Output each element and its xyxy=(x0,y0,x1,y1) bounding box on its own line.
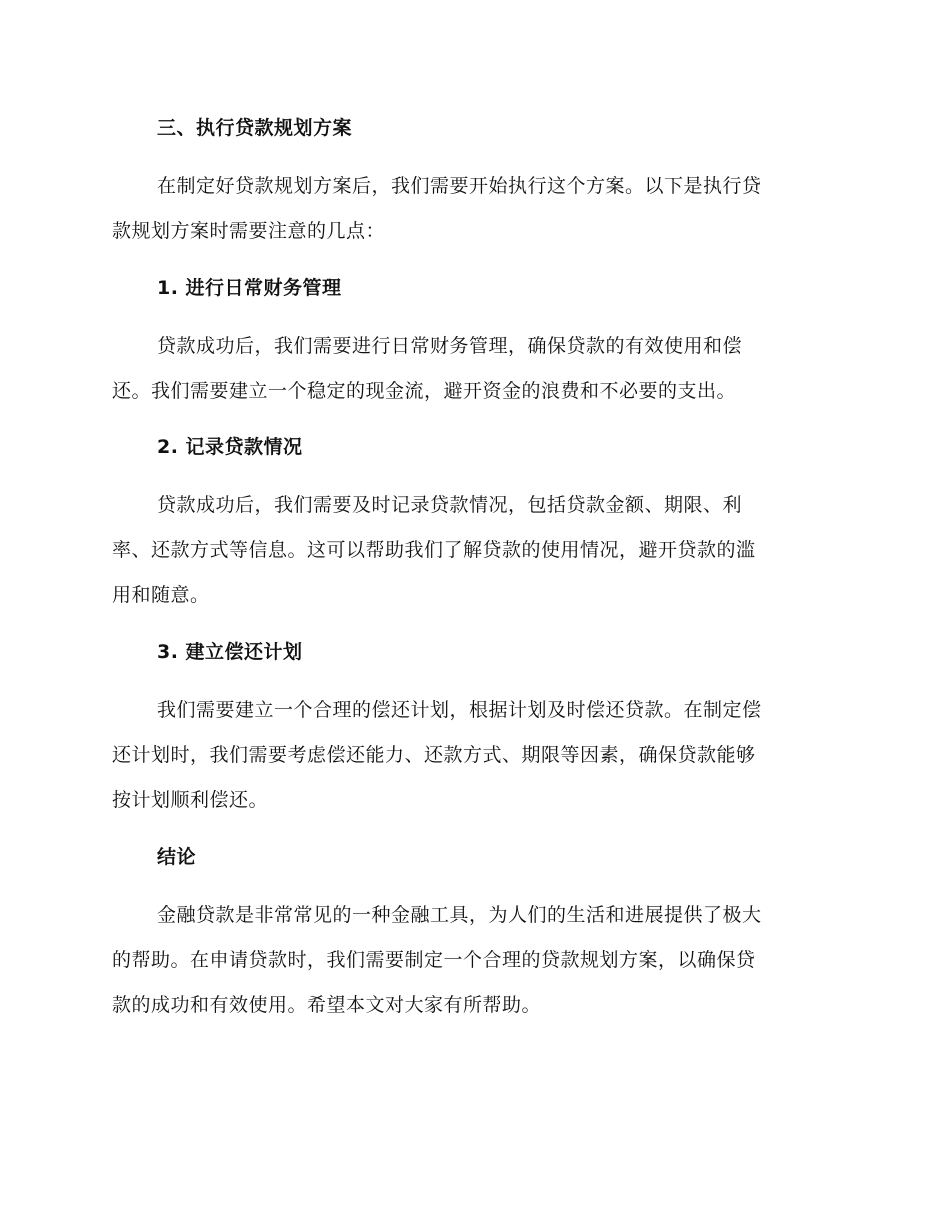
paragraph-line: 的帮助。在申请贷款时，我们需要制定一个合理的贷款规划方案，以确保贷 xyxy=(112,949,756,971)
paragraph-line: 贷款成功后，我们需要及时记录贷款情况，包括贷款金额、期限、利 xyxy=(157,494,743,516)
intro-paragraph xyxy=(112,164,832,254)
item-1-paragraph xyxy=(112,324,832,414)
paragraph-line: 在制定好贷款规划方案后，我们需要开始执行这个方案。以下是执行贷 xyxy=(157,175,762,197)
conclusion-paragraph xyxy=(112,893,832,1028)
paragraph-line: 款的成功和有效使用。希望本文对大家有所帮助。 xyxy=(112,994,542,1016)
paragraph-line: 还计划时，我们需要考虑偿还能力、还款方式、期限等因素，确保贷款能够 xyxy=(112,744,756,766)
paragraph-line: 还。我们需要建立一个稳定的现金流，避开资金的浪费和不必要的支出。 xyxy=(112,380,737,402)
conclusion-heading: 结论 xyxy=(157,846,197,868)
paragraph-line: 贷款成功后，我们需要进行日常财务管理，确保贷款的有效使用和偿 xyxy=(157,335,743,357)
paragraph-line: 我们需要建立一个合理的偿还计划，根据计划及时偿还贷款。在制定偿 xyxy=(157,699,762,721)
paragraph-line: 用和随意。 xyxy=(112,584,210,606)
item-1-heading: 1. 进行日常财务管理 xyxy=(157,277,342,299)
paragraph-line: 款规划方案时需要注意的几点： xyxy=(112,220,386,242)
paragraph-line: 率、还款方式等信息。这可以帮助我们了解贷款的使用情况，避开贷款的滥 xyxy=(112,539,756,561)
section-heading: 三、执行贷款规划方案 xyxy=(157,117,353,139)
paragraph-line: 金融贷款是非常常见的一种金融工具，为人们的生活和进展提供了极大 xyxy=(157,904,762,926)
paragraph-line: 按计划顺利偿还。 xyxy=(112,789,269,811)
item-2-heading: 2. 记录贷款情况 xyxy=(157,436,303,458)
item-3-heading: 3. 建立偿还计划 xyxy=(157,641,303,663)
item-3-paragraph xyxy=(112,688,832,823)
item-2-paragraph xyxy=(112,483,832,618)
